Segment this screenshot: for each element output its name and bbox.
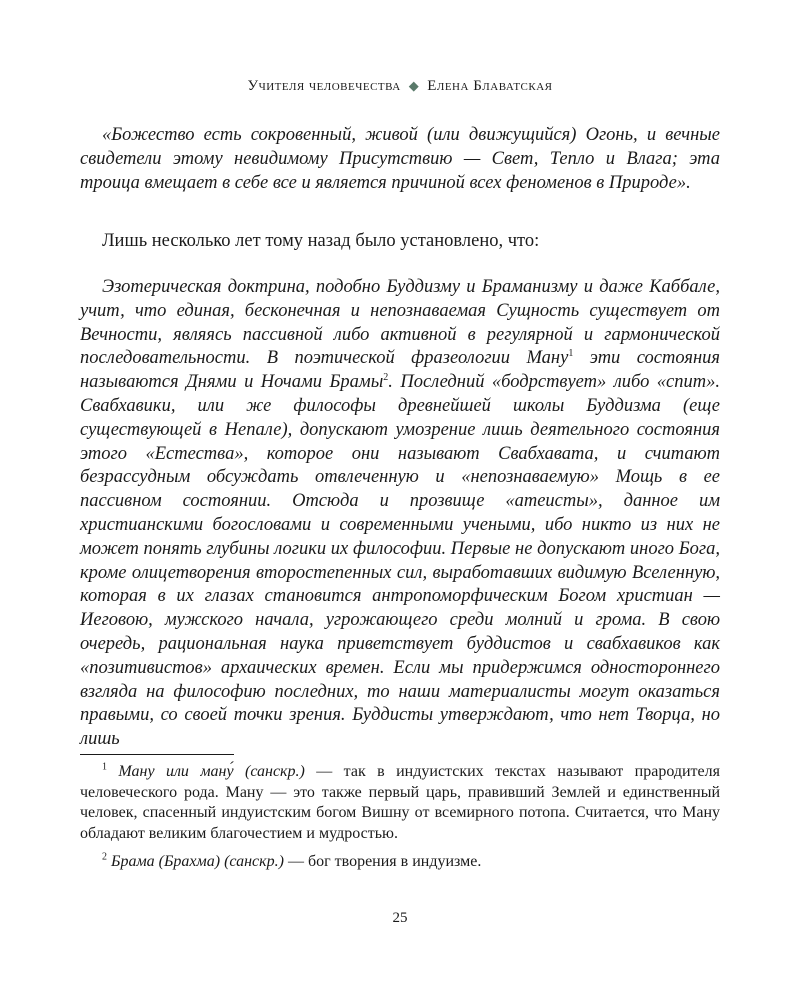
footnote-lang-1: (санскр.) [245,763,305,780]
footnote-ref-2: 2 [383,372,389,384]
main-text-part-2: эти состояния называются Днями и Ночами Брамы [80,348,720,393]
main-text [80,276,720,752]
footnote-divider [80,754,234,755]
lead-text: Лишь несколько лет тому назад было установлено, что: [102,231,540,251]
footnote-number-1: 1 [102,761,107,773]
lead-paragraph [80,230,720,254]
footnote-ref-1: 1 [568,348,574,360]
quote-text: «Божество есть сокровенный, живой (или движущийся) Огонь, и вечные свидетели этому невидимому Присутствию — Свет, Тепло и Влага; эта троица вмещает в себе все и является причиной всех феноменов в Природе». [80,125,720,193]
footnote-lang-2: (санскр.) [224,853,284,870]
footnote-term-1: Ману или ману́ [118,763,234,780]
footnotes [80,762,720,881]
book-title: Учителя человечества [247,78,401,94]
main-text-part-1: Эзотерическая доктрина, подобно Буддизму и Браманизму и даже Каббале, учит, что единая, бесконечная и непознаваемая Сущность существует от Вечности, являясь пассивной либо активной в регулярной и гармонической последовательности. В поэтической фразеологии Ману [80,277,720,369]
footnote-1 [80,762,720,844]
footnote-text-2: — бог творения в индуизме. [283,853,482,870]
running-head [0,78,800,95]
main-paragraph [80,276,720,752]
footnote-term-2: Брама (Брахма) [111,853,221,870]
quote-paragraph [80,124,720,195]
footnote-2 [80,852,720,873]
footnote-text-1: — так в индуистских текстах называют прародителя человеческого рода. Ману — это также первый царь, правивший Землей и единственный человек, спасенный индуистским богом Вишну от всемирного потопа. Считается, что Ману обладают великим благочестием и мудростью. [80,763,720,842]
main-text-part-3: . Последний «бодрствует» либо «спит». Свабхавики, или же философы древнейшей школы Буддизма (еще существующей в Непале), допускают умозрение лишь деятельного состояния этого «Естества», которое они называют Свабхавата, и считают безрассудным обсуждать отвлеченную и «непознаваемую» Мощь в ее пассивном состоянии. Отсюда и прозвище «атеисты», данное им христианскими богословами и современными учеными, ибо никто из них не может понять глубины логики их философии. Первые не допускают иного Бога, кроме олицетворения второстепенных сил, выработавших видимую Вселенную, которая в их глазах становится антропоморфическим Богом христиан — Иеговою, мужского начала, угрожающего среди молний и грома. В свою очередь, рациональная наука приветствует буддистов и свабхавиков как «позитивистов» архаических времен. Если мы придержимся одностороннего взгляда на философию последних, то наши материалисты могут оказаться правыми, со своей точки зрения. Буддисты утверждают, что нет Творца, но лишь [80,372,720,750]
author-name: Елена Блаватская [427,78,553,94]
footnote-number-2: 2 [102,851,107,863]
page-number: 25 [392,910,408,926]
diamond-icon: ◆ [408,78,420,93]
